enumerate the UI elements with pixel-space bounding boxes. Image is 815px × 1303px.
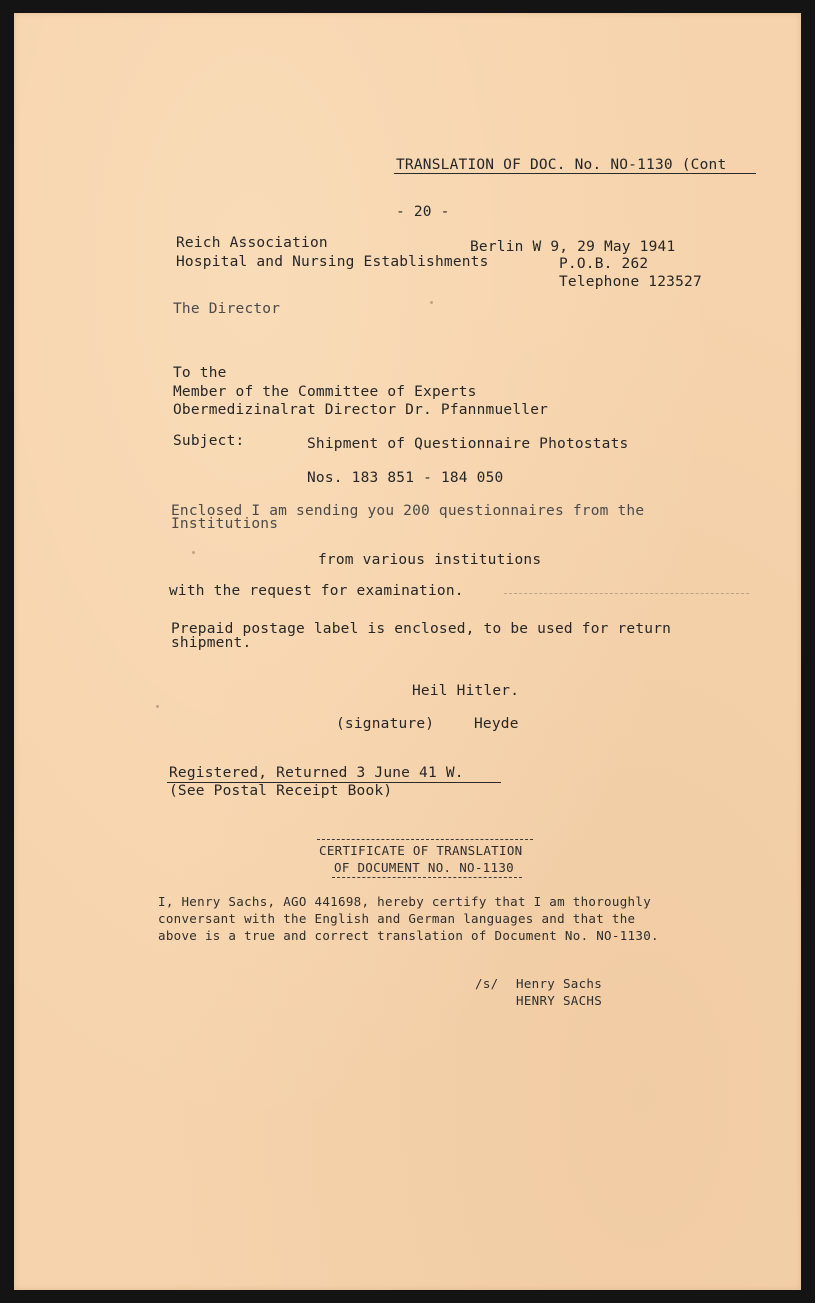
signed-mark: /s/ xyxy=(475,976,499,991)
body-para3-line1: Prepaid postage label is enclosed, to be used for return xyxy=(171,621,672,637)
body-para3-line2: shipment. xyxy=(171,635,252,651)
subject-label: Subject: xyxy=(173,433,245,449)
certificate-text-line1: I, Henry Sachs, AGO 441698, hereby certify that I am thoroughly xyxy=(158,894,652,909)
translation-title: TRANSLATION OF DOC. No. NO-1130 (Cont xyxy=(396,157,727,173)
paper-speck xyxy=(192,551,195,554)
telephone: Telephone 123527 xyxy=(559,274,702,290)
closing-salutation: Heil Hitler. xyxy=(412,683,520,699)
sender-name: Reich Association xyxy=(176,235,328,251)
from-director: The Director xyxy=(173,301,281,317)
registration-line2: (See Postal Receipt Book) xyxy=(169,783,393,799)
certificate-bottom-rule xyxy=(332,877,522,878)
body-para1-line3: from various institutions xyxy=(318,552,542,568)
sender-department: Hospital and Nursing Establishments xyxy=(176,254,489,270)
subject-text: Shipment of Questionnaire Photostats xyxy=(307,436,629,452)
certificate-text-line2: conversant with the English and German languages and that the xyxy=(158,911,636,926)
certificate-title-line2: OF DOCUMENT NO. NO-1130 xyxy=(334,860,514,875)
post-office-box: P.O.B. 262 xyxy=(559,256,649,272)
printed-name: HENRY SACHS xyxy=(516,993,603,1008)
paper-speck xyxy=(430,301,433,304)
recipient-line1: To the xyxy=(173,365,227,381)
document-page xyxy=(14,13,801,1290)
signature-name: Heyde xyxy=(474,716,519,732)
certificate-top-rule xyxy=(317,839,533,840)
paper-speck xyxy=(156,705,159,708)
recipient-line2: Member of the Committee of Experts xyxy=(173,384,477,400)
subject-numbers: Nos. 183 851 - 184 050 xyxy=(307,470,504,486)
page-number: - 20 - xyxy=(396,204,450,220)
certificate-title-line1: CERTIFICATE OF TRANSLATION xyxy=(319,843,523,858)
place-date: Berlin W 9, 29 May 1941 xyxy=(470,239,676,255)
certificate-text-line3: above is a true and correct translation of Document No. NO-1130. xyxy=(158,928,659,943)
title-underline xyxy=(394,173,756,174)
signed-name: Henry Sachs xyxy=(516,976,603,991)
body-para1-line2: Institutions xyxy=(171,516,279,532)
signature-label: (signature) xyxy=(336,716,435,732)
body-para2: with the request for examination. xyxy=(169,583,464,599)
body-para1-line1: Enclosed I am sending you 200 questionnaires from the xyxy=(171,503,645,519)
registration-line1: Registered, Returned 3 June 41 W. xyxy=(169,765,464,781)
recipient-line3: Obermedizinalrat Director Dr. Pfannmueller xyxy=(173,402,549,418)
faint-guide-line xyxy=(504,593,749,594)
